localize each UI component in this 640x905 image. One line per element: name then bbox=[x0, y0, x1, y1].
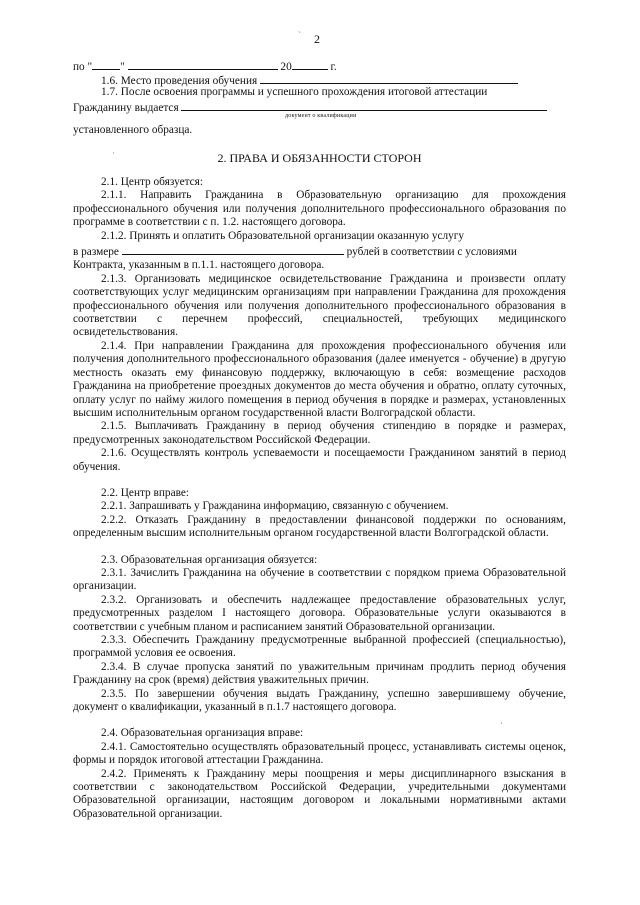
clause-2-3-4: 2.3.4. В случае пропуска занятий по уважительным причинам продлить период обучения Гражданину на срок (время) действия уважительных причин. bbox=[73, 660, 566, 687]
item-1-6-label: 1.6. Место проведения обучения bbox=[101, 75, 258, 87]
page-number: 2 bbox=[314, 32, 320, 46]
quote-mark: " bbox=[120, 61, 125, 73]
clause-2-1-3: 2.1.3. Организовать медицинское освидетельствование Гражданина и произвести оплату соответствующих услуг медицинским организациям при направлении Гражданина для прохождения профессионального обучения или получения дополнительного профессионального образования в соответствии с перечнем профессий, специальностей, требующих медицинского освидетельствования. bbox=[73, 272, 566, 339]
spacer bbox=[73, 714, 566, 727]
clause-2-1-1: 2.1.1. Направить Гражданина в Образовательную организацию для прохождения профессионального обучения или получения дополнительного профессионального образования по программе в соответствии с п. 1.2. настоящего договора. bbox=[73, 189, 566, 229]
amount-label: в размере bbox=[73, 246, 119, 259]
clause-2-1-5: 2.1.5. Выплачивать Гражданину в период обучения стипендию в порядке и размерах, предусмотренных законодательством Российской Федерации. bbox=[73, 420, 566, 446]
spacer bbox=[73, 474, 566, 487]
clause-2-1: 2.1. Центр обязуется: bbox=[101, 176, 204, 188]
amount-suffix: рублей в соответствии с условиями bbox=[346, 246, 517, 259]
clause-2-3-5: 2.3.5. По завершении обучения выдать Гражданину, успешно завершившему обучение, документ о квалификации, указанный в п.1.7 настоящего договора. bbox=[73, 687, 566, 714]
clause-2-2-1: 2.2.1. Запрашивать у Гражданина информацию, связанную с обучением. bbox=[101, 500, 449, 513]
place-blank bbox=[260, 72, 518, 84]
item-1-7 bbox=[73, 86, 566, 120]
spacer bbox=[73, 541, 566, 554]
clause-2-3: 2.3. Образовательная организация обязуется: bbox=[101, 553, 318, 566]
section-title: 2. ПРАВА И ОБЯЗАННОСТИ СТОРОН bbox=[217, 151, 422, 165]
document-blank bbox=[181, 99, 547, 111]
year-suffix: г. bbox=[330, 61, 337, 73]
item-1-7-issued: Гражданину выдается bbox=[73, 102, 179, 115]
scan-mark: · bbox=[500, 718, 503, 728]
clause-2-3-3: 2.3.3. Обеспечить Гражданину предусмотренные выбранной профессией (специальностью), программой условия ее освоения. bbox=[73, 634, 566, 660]
item-1-7-text: 1.7. После освоения программы и успешного прохождения итоговой аттестации bbox=[101, 86, 488, 98]
clause-2-1-2: 2.1.2. Принять и оплатить Образовательной организации оказанную услугу bbox=[101, 229, 465, 242]
section-2-body bbox=[73, 176, 566, 821]
clause-2-2: 2.2. Центр вправе: bbox=[101, 486, 189, 499]
clause-2-1-2-amount bbox=[73, 243, 566, 259]
item-1-7-end bbox=[73, 124, 566, 137]
month-blank bbox=[128, 58, 278, 70]
scan-mark: · bbox=[112, 148, 115, 158]
clause-2-3-1: 2.3.1. Зачислить Гражданина на обучение в соответствии с порядком приема Образовательной организации. bbox=[73, 566, 566, 593]
year-blank bbox=[292, 58, 328, 70]
clause-2-1-6: 2.1.6. Осуществлять контроль успеваемости и посещаемости Гражданином занятий в период обучения. bbox=[73, 447, 566, 473]
clause-2-4-2: 2.4.2. Применять к Гражданину меры поощрения и меры дисциплинарного взыскания в соответствии с законодательством Российской Федерации, учредительными документами Образовательной организации, настоящим договором и локальными нормативными актами Образовательной организации. bbox=[73, 767, 566, 820]
clause-2-1-4: 2.1.4. При направлении Гражданина для прохождения профессионального обучения или получения дополнительного профессионального образования (далее именуется - обучение) в другую местность оказать ему финансовую поддержку, включающую в себя: возмещение расходов Гражданина на приобретение проездных документов до места обучения и обратно, оплату суточных, оплату услуг по найму жилого помещения в период обучения в порядке и размерах, установленных высшим исполнительным органом государственной власти Волгоградской области. bbox=[73, 339, 566, 419]
clause-2-4-1: 2.4.1. Самостоятельно осуществлять образовательный процесс, устанавливать системы оценок, формы и порядок итоговой аттестации Гражданина. bbox=[73, 740, 566, 767]
document-caption: документ о квалификации bbox=[285, 113, 357, 120]
scan-mark: ` bbox=[298, 30, 301, 40]
clause-2-1-2-contract: Контракта, указанным в п.1.1. настоящего договора. bbox=[73, 259, 325, 272]
day-blank bbox=[92, 58, 120, 70]
po-label: по " bbox=[73, 61, 93, 73]
amount-blank bbox=[122, 243, 344, 255]
clause-2-2-2: 2.2.2. Отказать Гражданину в предоставлении финансовой поддержки по основаниям, определенным высшим исполнительным органом государственной власти Волгоградской области. bbox=[73, 513, 566, 540]
item-1-7-end-text: установленного образца. bbox=[73, 124, 193, 136]
clause-2-4: 2.4. Образовательная организация вправе: bbox=[101, 727, 304, 740]
year-prefix: 20 bbox=[280, 61, 292, 73]
clause-2-3-2: 2.3.2. Организовать и обеспечить надлежащее предоставление образовательных услуг, предусмотренных разделом I настоящего договора. Образовательные услуги оказываются в соответствии с учебным планом и расписанием занятий Образовательной организации. bbox=[73, 593, 566, 633]
